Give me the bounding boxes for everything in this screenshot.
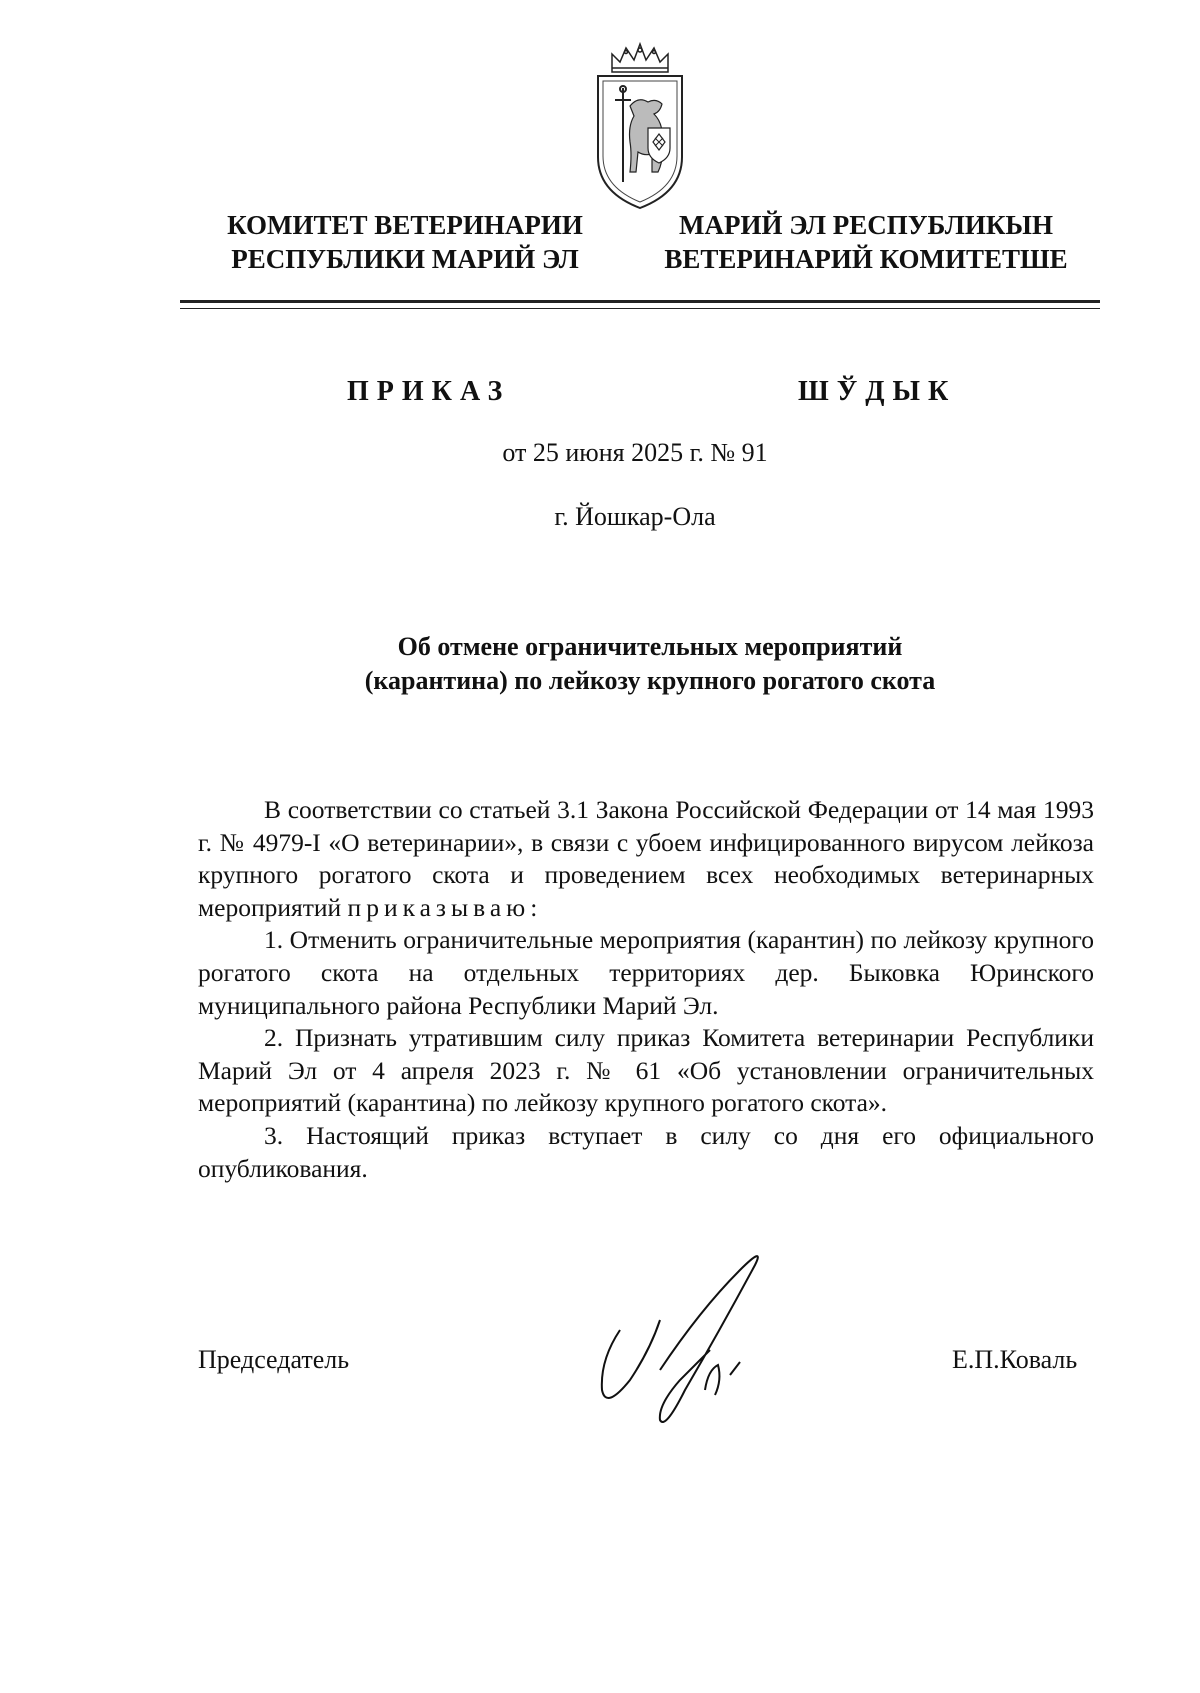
order-word: приказываю:: [347, 892, 543, 922]
order-date-number: от 25 июня 2025 г. № 91: [502, 438, 768, 467]
ornament-shield-icon: [648, 128, 670, 163]
preamble-paragraph: [198, 794, 1094, 924]
committee-name-ru-line1: КОМИТЕТ ВЕТЕРИНАРИИ: [227, 210, 583, 240]
committee-name-ru-line2: РЕСПУБЛИКИ МАРИЙ ЭЛ: [231, 244, 579, 274]
header-divider-thick: [180, 300, 1100, 303]
handwritten-signature: [590, 1240, 830, 1440]
order-label-ru: ПРИКАЗ: [347, 376, 511, 407]
committee-name-mari: [646, 208, 1086, 276]
order-city: г. Йошкар-Ола: [554, 502, 716, 531]
committee-name-ru: [205, 208, 605, 276]
order-item-2: 2. Признать утратившим силу приказ Комитета ветеринарии Республики Марий Эл от 4 апреля 2023 г. № 61 «Об установлении ограничительных мероприятий (карантина) по лейкозу крупного рогатого скота».: [198, 1023, 1094, 1118]
crown-icon: [612, 44, 668, 72]
document-title: [200, 630, 1100, 698]
order-item-3: 3. Настоящий приказ вступает в силу со дня его официального опубликования.: [198, 1120, 1094, 1183]
preamble-text: В соответствии со статьей 3.1 Закона Российской Федерации от 14 мая 1993 г. № 4979-I «О ветеринарии», в связи с убоем инфицированного вирусом лейкоза крупного рогатого скота и проведением всех необходимых ветеринарных мероприятий: [198, 795, 1094, 922]
document-title-line1: Об отмене ограничительных мероприятий: [397, 632, 903, 661]
coat-of-arms-emblem: [590, 42, 690, 212]
committee-name-mari-line1: МАРИЙ ЭЛ РЕСПУБЛИКЫН: [679, 210, 1053, 240]
signatory-position: Председатель: [198, 1345, 350, 1374]
header-divider-thin: [180, 308, 1100, 309]
committee-name-mari-line2: ВЕТЕРИНАРИЙ КОМИТЕТШЕ: [664, 244, 1068, 274]
document-title-line2: (карантина) по лейкозу крупного рогатого скота: [364, 666, 936, 695]
signatory-name: Е.П.Коваль: [952, 1345, 1078, 1374]
order-item-1: 1. Отменить ограничительные мероприятия (карантин) по лейкозу крупного рогатого скота на отдельных территориях дер. Быковка Юринского муниципального района Республики Марий Эл.: [198, 925, 1094, 1020]
order-label-mari: ШЎДЫК: [798, 376, 957, 407]
document-body: [198, 794, 1094, 1185]
sword-icon: [615, 86, 631, 182]
